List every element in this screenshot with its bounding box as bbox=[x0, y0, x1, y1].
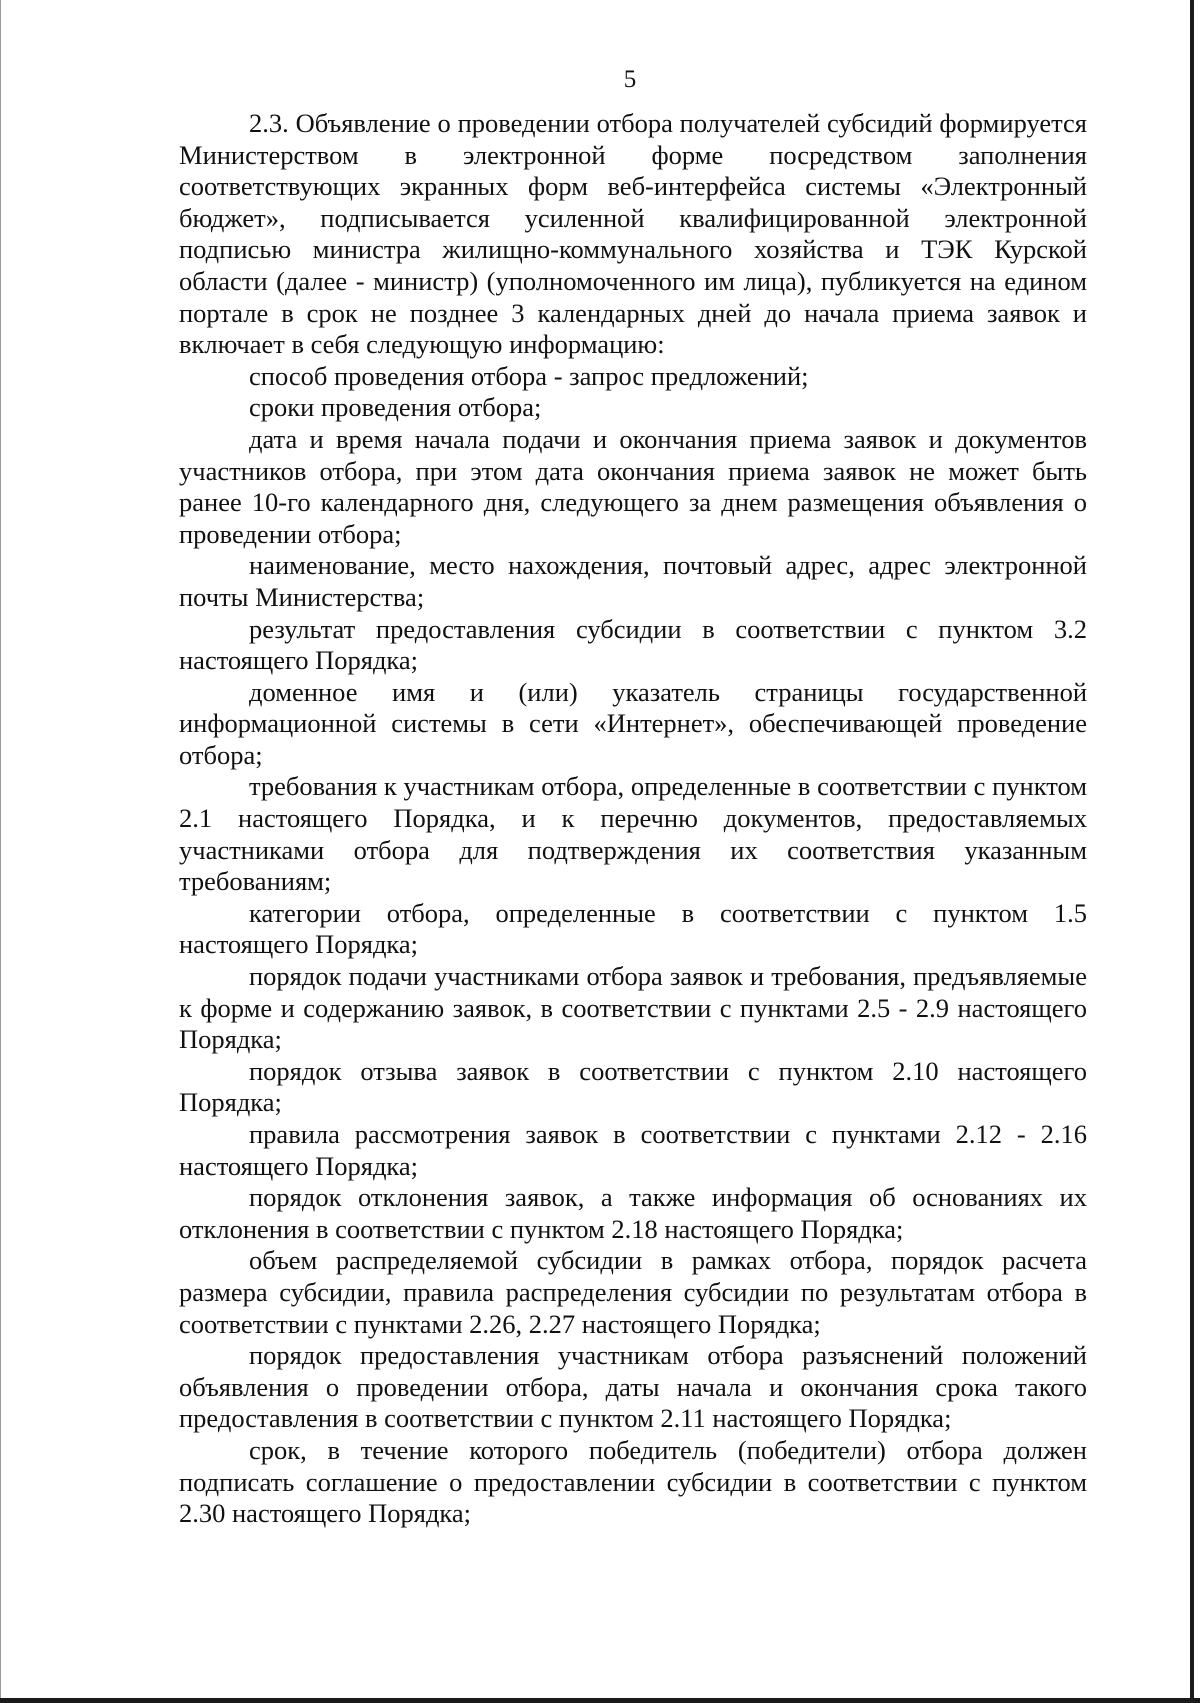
scan-edge-left bbox=[0, 0, 1, 1703]
paragraph-selection-categories: категории отбора, определенные в соответствии с пунктом 1.5 настоящего Порядка; bbox=[179, 897, 1087, 960]
paragraph-agreement-deadline: срок, в течение которого победитель (победители) отбора должен подписать соглашение о предоставлении субсидии в соответствии с пунктом 2.30 настоящего Порядка; bbox=[179, 1434, 1087, 1529]
paragraph-application-dates: дата и время начала подачи и окончания приема заявок и документов участников отбора, при этом дата окончания приема заявок не может быть ранее 10-го календарного дня, следующего за днем размещения объявления о проведении отбора; bbox=[179, 423, 1087, 549]
paragraph-ministry-contacts: наименование, место нахождения, почтовый адрес, адрес электронной почты Министерства; bbox=[179, 550, 1087, 612]
paragraph-selection-method: способ проведения отбора - запрос предложений; bbox=[249, 360, 809, 391]
paragraph-selection-terms: сроки проведения отбора; bbox=[249, 392, 542, 423]
paragraph-domain-name: доменное имя и (или) указатель страницы государственной информационной системы в сети «Интернет», обеспечивающей проведение отбора; bbox=[179, 676, 1087, 770]
paragraph-subsidy-volume: объем распределяемой субсидии в рамках отбора, порядок расчета размера субсидии, правила распределения субсидии по результатам отбора в соответствии с пунктами 2.26, 2.27 настоящего Порядка; bbox=[179, 1245, 1087, 1339]
paragraph-review-rules: правила рассмотрения заявок в соответствии с пунктами 2.12 - 2.16 настоящего Порядка; bbox=[179, 1119, 1087, 1181]
paragraph-subsidy-result: результат предоставления субсидии в соответствии с пунктом 3.2 настоящего Порядка; bbox=[179, 613, 1087, 676]
document-body bbox=[179, 108, 1087, 1530]
paragraph-2-3: 2.3. Объявление о проведении отбора получателей субсидий формируется Министерством в электронной форме посредством заполнения соответствующих экранных форм веб-интерфейса системы «Электронный бюджет», подписывается усиленной квалифицированной электронной подписью министра жилищно-коммунального хозяйства и ТЭК Курской области (далее - министр) (уполномоченного им лица), публикуется на едином портале в срок не позднее 3 календарных дней до начала приема заявок и включает в себя следующую информацию: bbox=[179, 108, 1087, 360]
paragraph-rejection-procedure: порядок отклонения заявок, а также информация об основаниях их отклонения в соответствии с пунктом 2.18 настоящего Порядка; bbox=[179, 1182, 1087, 1244]
page-number: 5 bbox=[623, 66, 637, 93]
paragraph-participant-requirements: требования к участникам отбора, определенные в соответствии с пунктом 2.1 настоящего Порядка, и к перечню документов, предоставляемых участниками отбора для подтверждения их соответствия указанным требованиям; bbox=[179, 771, 1087, 897]
paragraph-clarifications: порядок предоставления участникам отбора разъяснений положений объявления о проведении отбора, даты начала и окончания срока такого предоставления в соответствии с пунктом 2.11 настоящего Порядка; bbox=[179, 1340, 1087, 1434]
scan-edge-right bbox=[1190, 0, 1194, 1703]
scan-edge-bottom bbox=[0, 1698, 1200, 1703]
paragraph-submission-procedure: порядок подачи участниками отбора заявок и требования, предъявляемые к форме и содержанию заявок, в соответствии с пунктами 2.5 - 2.9 настоящего Порядка; bbox=[179, 961, 1087, 1055]
paragraph-withdrawal-procedure: порядок отзыва заявок в соответствии с пунктом 2.10 настоящего Порядка; bbox=[179, 1055, 1087, 1118]
